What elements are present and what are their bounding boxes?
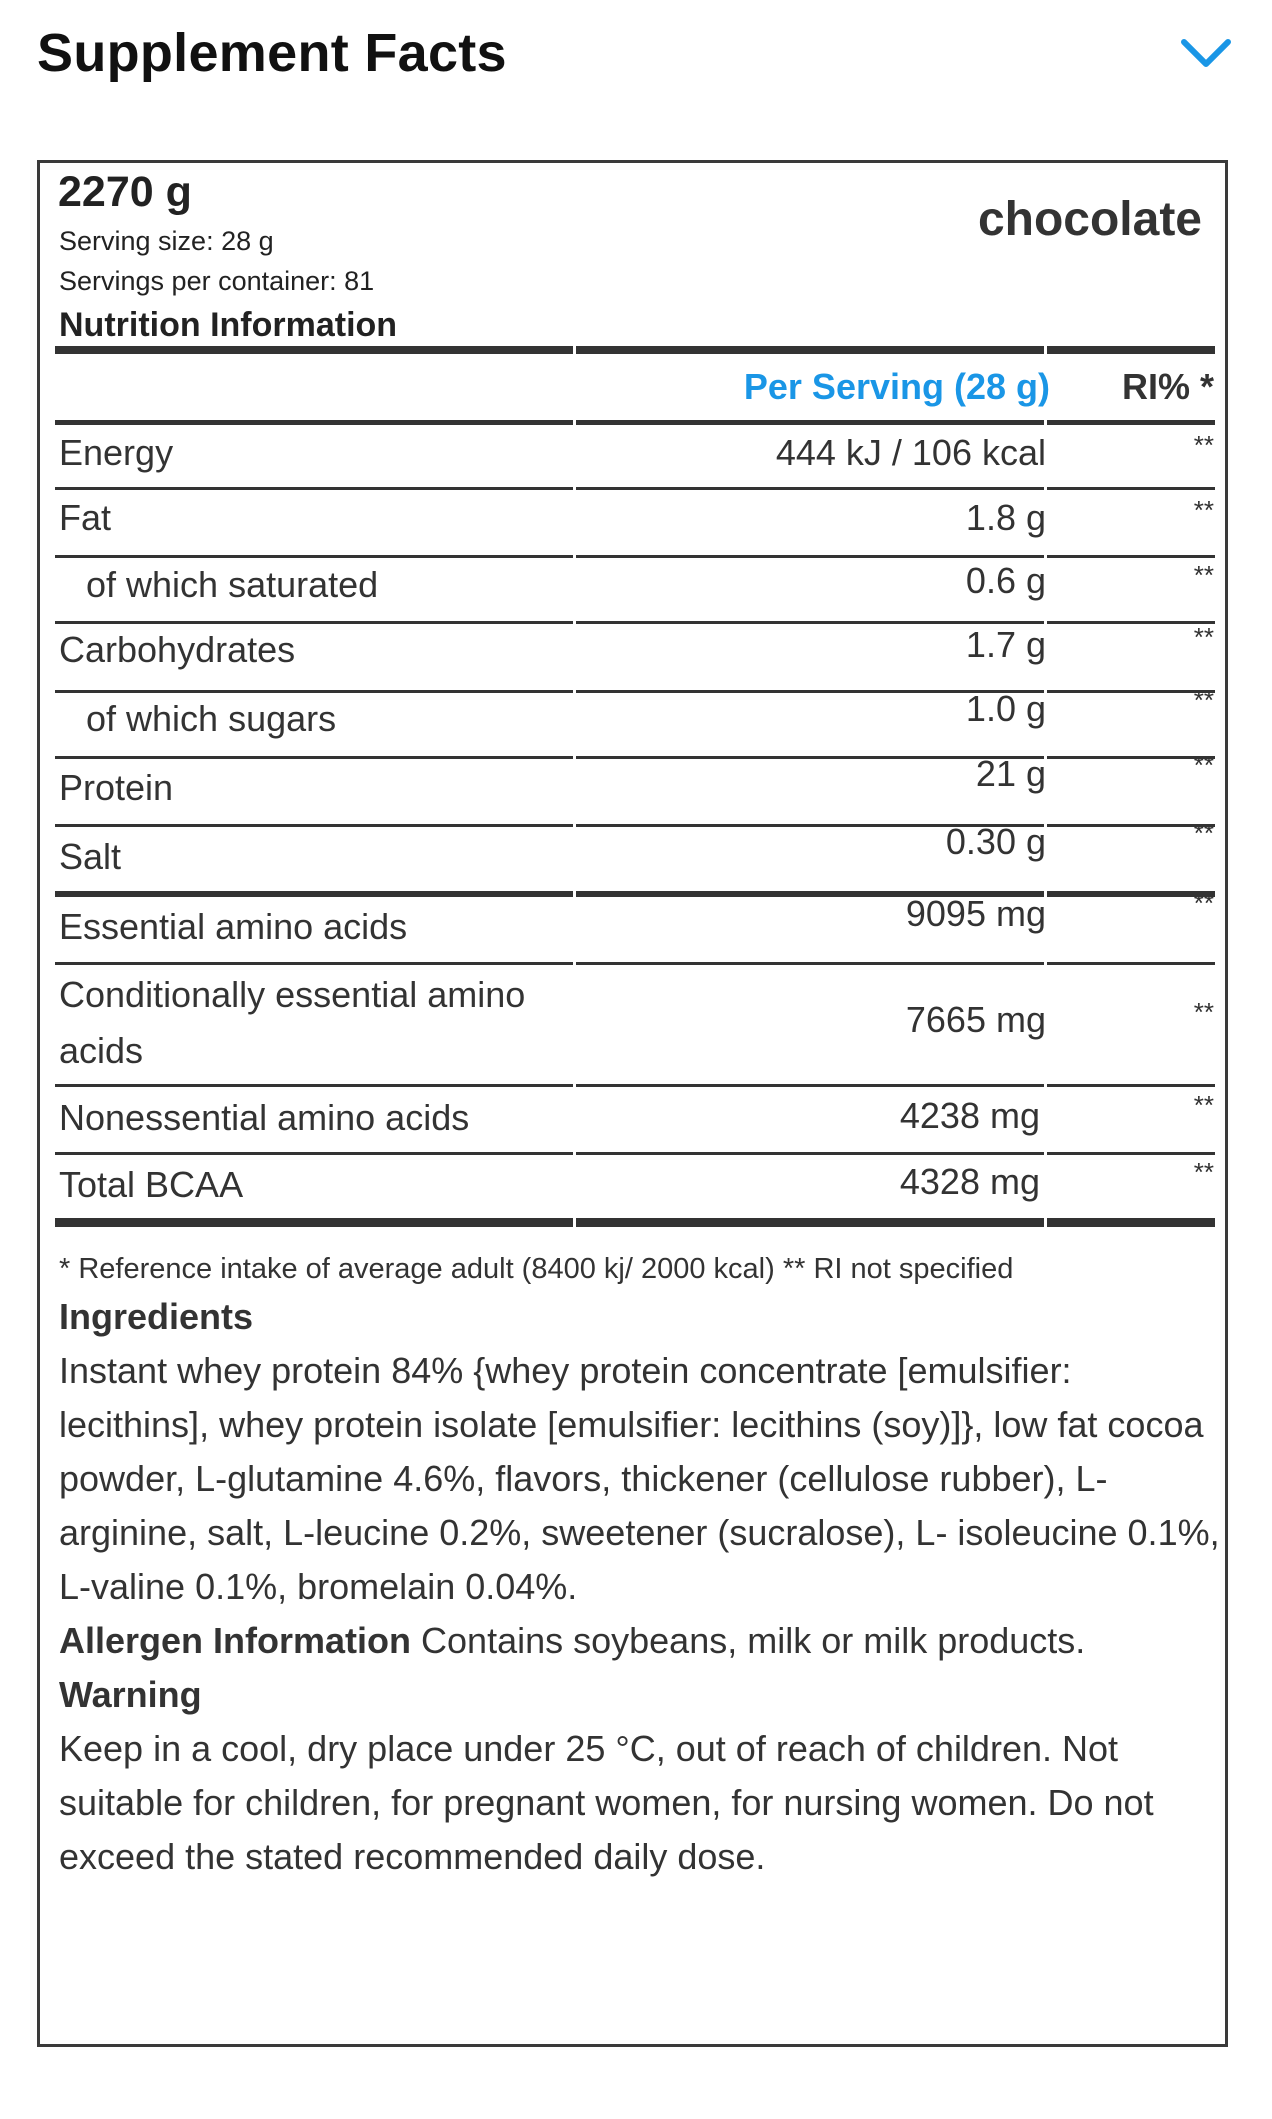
row-ri-energy: **: [1193, 430, 1214, 460]
row-label-essential-amino: Essential amino acids: [59, 906, 408, 947]
row-ri-fat: **: [1193, 495, 1214, 525]
section-header[interactable]: [0, 0, 1272, 110]
rule-thick-top: [55, 346, 1215, 354]
chevron-down-icon[interactable]: [1178, 28, 1234, 78]
servings-per-container: Servings per container: 81: [59, 266, 375, 296]
ingredients-text: Instant whey protein 84% {whey protein concentrate [emulsifier: lecithins], whey protein isolate [emulsifier: lecithins (soy)]}, low fat cocoa powder, L-glutamine 4.6%, flavors, thickener (cellulose rubber), L- arginine, salt, L-leucine 0.2%, sweetener (sucralose), L- isoleucine 0.1%, L-valine 0.1%, bromelain 0.04%.: [59, 1350, 1220, 1607]
ri-header: RI% *: [1121, 366, 1214, 407]
row-value-total-bcaa: 4328 mg: [899, 1161, 1040, 1202]
row-ri-salt: **: [1193, 818, 1214, 848]
row-label-conditionally-essential: Conditionally essential amino acids: [59, 974, 526, 1071]
row-label-total-bcaa: Total BCAA: [59, 1164, 244, 1205]
row-label-saturated: of which saturated: [86, 564, 379, 605]
allergen-heading: Allergen Information: [59, 1620, 412, 1661]
serving-size: Serving size: 28 g: [59, 226, 274, 256]
row-value-carbohydrates: 1.7 g: [965, 624, 1046, 665]
reference-intake-footnote: * Reference intake of average adult (8400 kj/ 2000 kcal) ** RI not specified: [59, 1253, 1014, 1285]
row-label-fat: Fat: [59, 497, 112, 538]
row-ri-protein: **: [1193, 750, 1214, 780]
row-ri-total-bcaa: **: [1193, 1157, 1214, 1187]
row-ri-nonessential-amino: **: [1193, 1090, 1214, 1120]
per-serving-header: Per Serving (28 g): [743, 366, 1050, 407]
row-label-salt: Salt: [59, 836, 122, 877]
row-value-saturated: 0.6 g: [965, 560, 1046, 601]
row-value-nonessential-amino: 4238 mg: [899, 1095, 1040, 1136]
row-value-sugars: 1.0 g: [965, 688, 1046, 729]
row-label-protein: Protein: [59, 767, 174, 808]
row-value-energy: 444 kJ / 106 kcal: [775, 432, 1046, 473]
rule: [55, 1084, 1215, 1087]
row-value-protein: 21 g: [975, 753, 1046, 794]
column-separator: [573, 340, 576, 1230]
row-ri-carbohydrates: **: [1193, 622, 1214, 652]
row-label-sugars: of which sugars: [86, 698, 337, 739]
ingredients-heading: Ingredients: [59, 1296, 254, 1337]
product-weight: 2270 g: [58, 168, 192, 216]
product-flavor: chocolate: [977, 193, 1202, 246]
rule-thick-bottom: [55, 1218, 1215, 1227]
rule: [55, 1152, 1215, 1155]
row-value-essential-amino: 9095 mg: [905, 893, 1046, 934]
row-label-energy: Energy: [59, 432, 174, 473]
row-ri-saturated: **: [1193, 560, 1214, 590]
row-label-carbohydrates: Carbohydrates: [59, 629, 296, 670]
row-label-nonessential-amino: Nonessential amino acids: [59, 1097, 470, 1138]
row-value-fat: 1.8 g: [965, 497, 1046, 538]
row-value-conditionally-essential: 7665 mg: [905, 999, 1046, 1040]
nutrition-heading: Nutrition Information: [59, 306, 398, 344]
allergen-info: [59, 1614, 1219, 1668]
row-ri-sugars: **: [1193, 685, 1214, 715]
row-ri-essential-amino: **: [1193, 888, 1214, 918]
section-title: Supplement Facts: [37, 23, 507, 83]
row-ri-conditionally-essential: **: [1193, 997, 1214, 1027]
row-value-salt: 0.30 g: [945, 821, 1046, 862]
rule: [55, 962, 1215, 965]
warning-heading: Warning: [59, 1674, 202, 1715]
warning-text: Keep in a cool, dry place under 25 °C, out of reach of children. Not suitable for children, for pregnant women, for nursing women. Do not exceed the stated recommended daily dose.: [59, 1728, 1154, 1877]
allergen-text: Contains soybeans, milk or milk products.: [411, 1620, 1086, 1661]
